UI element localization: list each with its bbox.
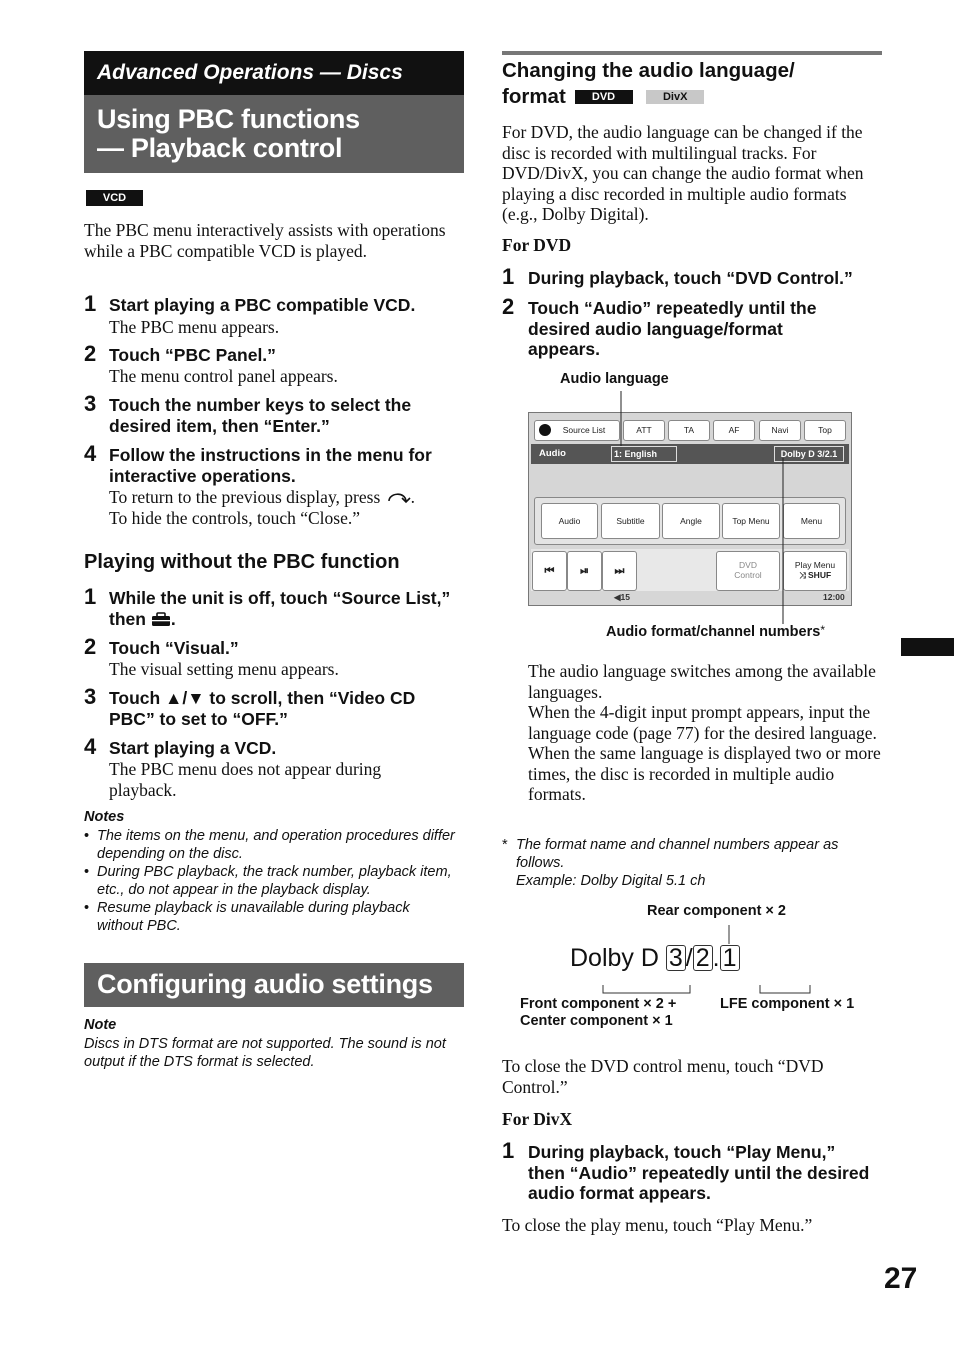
page-title-line1: Using PBC functions: [97, 104, 360, 134]
menu-button[interactable]: Menu: [783, 503, 840, 539]
step-body-dot: .: [410, 487, 416, 507]
rear-component-label: Rear component × 2: [647, 903, 786, 919]
disc-icon: [539, 424, 551, 436]
after-text-para: When the same language is displayed two or more times, the disc is recorded in multiple audio formats.: [528, 743, 881, 804]
step-title: Start playing a VCD.: [109, 738, 277, 758]
clock-readout: 12:00: [823, 592, 845, 602]
footnote-line: The format name and channel numbers appear as follows.: [516, 837, 839, 871]
note-item: • During PBC playback, the track number, playback item, etc., do not appear in the playback display.: [84, 864, 452, 898]
front-digit: 3: [666, 945, 686, 971]
step-title-dot: .: [170, 608, 176, 629]
back-icon: [385, 490, 411, 504]
subheading: Playing without the PBC function: [84, 551, 400, 573]
step-title: Start playing a PBC compatible VCD.: [109, 295, 416, 315]
lfe-digit: 1: [720, 945, 740, 971]
section-header-bar: [84, 51, 464, 95]
step-number: 2: [502, 294, 515, 319]
step-title: Touch ▲/▼ to scroll, then “Video CD PBC” to set to “OFF.”: [109, 688, 416, 729]
angle-button[interactable]: Angle: [662, 503, 720, 539]
audio-settings-bar: [84, 963, 464, 1007]
play-menu-line2: ⤨ SHUF: [798, 570, 832, 580]
audio-button[interactable]: Audio: [541, 503, 598, 539]
toolbox-icon: [151, 612, 171, 627]
intro-text: The PBC menu interactively assists with operations while a PBC compatible VCD is played.: [84, 220, 446, 261]
asterisk-mark: *: [820, 623, 825, 637]
step-body: [109, 487, 464, 528]
top-menu-button[interactable]: Top Menu: [722, 503, 780, 539]
language-value: 1: English: [611, 446, 677, 462]
dvd-control-line2: Control: [734, 570, 762, 580]
divx-badge: DivX: [646, 90, 704, 104]
play-menu-line1: Play Menu: [794, 560, 836, 570]
step-number: 1: [84, 584, 97, 609]
step-number: 1: [502, 264, 515, 289]
vcd-badge: VCD: [86, 190, 143, 206]
step-number: 4: [84, 441, 97, 466]
right-title-line2: [502, 85, 704, 109]
step-body-text: To return to the previous display, press: [109, 487, 381, 507]
step-number: 1: [502, 1138, 515, 1163]
prev-icon: ⏮: [544, 565, 555, 577]
note-item: • Resume playback is unavailable during playback without PBC.: [84, 900, 410, 934]
step-body: The PBC menu does not appear during playback.: [109, 759, 382, 800]
audio-settings-title: Configuring audio settings: [97, 969, 433, 999]
volume-icon: ◀: [614, 592, 621, 602]
navi-button[interactable]: Navi: [759, 420, 801, 441]
for-divx-heading: For DivX: [502, 1109, 573, 1129]
step-title: During playback, touch “Play Menu,” then “Audio” repeatedly until the desired audio format appears.: [528, 1142, 870, 1203]
footnote-line: Example: Dolby Digital 5.1 ch: [516, 873, 706, 889]
play-pause-icon: ⏯: [580, 565, 589, 577]
step-title-text: While the unit is off, touch “Source List,” then: [109, 588, 451, 629]
after-text-para: The audio language switches among the available languages.: [528, 661, 876, 702]
close-dvd-text: To close the DVD control menu, touch “DVD Control.”: [502, 1056, 824, 1097]
step-title: During playback, touch “DVD Control.”: [528, 268, 853, 288]
right-title-text: format: [502, 85, 566, 108]
next-button[interactable]: [602, 551, 637, 591]
for-dvd-heading: For DVD: [502, 235, 572, 255]
dolby-readout: [570, 944, 740, 973]
dolby-dot: .: [712, 944, 720, 972]
step-title: [109, 588, 464, 629]
note-item: • The items on the menu, and operation procedures differ depending on the disc.: [84, 828, 455, 862]
dvd-control-button[interactable]: [716, 551, 780, 591]
note-heading: Note: [84, 1017, 117, 1033]
step-number: 4: [84, 734, 97, 759]
dvd-badge: DVD: [575, 90, 633, 104]
audio-format-label: [606, 623, 825, 640]
front-component-line2: Center component × 1: [520, 1013, 673, 1029]
af-button[interactable]: AF: [713, 420, 755, 441]
step-number: 3: [84, 684, 97, 709]
close-play-text: To close the play menu, touch “Play Menu.”: [502, 1215, 813, 1235]
att-button[interactable]: ATT: [623, 420, 665, 441]
step-number: 1: [84, 291, 97, 316]
source-list-button[interactable]: [534, 420, 620, 441]
page-number: 27: [884, 1262, 918, 1295]
step-number: 2: [84, 634, 97, 659]
source-list-label: Source List: [562, 425, 606, 435]
right-title-line1: Changing the audio language/: [502, 59, 795, 82]
right-top-rule: [502, 51, 882, 55]
dvd-control-screen: [528, 412, 852, 606]
notes-list: [84, 827, 459, 935]
after-text: [528, 661, 883, 805]
after-text-para: When the 4-digit input prompt appears, input the language code (page 77) for the desired language.: [528, 702, 877, 743]
page-title-line2: — Playback control: [97, 133, 343, 163]
dolby-slash: /: [685, 944, 693, 972]
rear-digit: 2: [693, 945, 713, 971]
section-header-text: Advanced Operations — Discs: [97, 61, 403, 84]
step-number: 3: [84, 391, 97, 416]
front-component-label: [520, 996, 676, 1030]
notes-heading: Notes: [84, 809, 125, 825]
top-button[interactable]: Top: [804, 420, 846, 441]
audio-format-label-text: Audio format/channel numbers: [606, 624, 821, 640]
ta-button[interactable]: TA: [668, 420, 710, 441]
step-title: Touch “Visual.”: [109, 638, 239, 658]
page-title-block: [84, 95, 464, 173]
lfe-component-label: LFE component × 1: [720, 996, 855, 1012]
step-body: The menu control panel appears.: [109, 366, 338, 386]
play-pause-button[interactable]: [567, 551, 602, 591]
step-title: Touch “Audio” repeatedly until the desired audio language/format appears.: [528, 298, 817, 359]
subtitle-button[interactable]: Subtitle: [601, 503, 660, 539]
shuffle-icon: ⤨: [798, 570, 806, 580]
footnote-mark: *: [502, 837, 508, 853]
side-tab: [901, 638, 954, 656]
step-body: The PBC menu appears.: [109, 317, 280, 337]
step-body: The visual setting menu appears.: [109, 659, 339, 679]
format-value: Dolby D 3/2.1: [774, 446, 844, 462]
audio-info-label: Audio: [539, 448, 566, 459]
step-number: 2: [84, 341, 97, 366]
play-menu-button[interactable]: [783, 551, 847, 591]
step-title: Touch the number keys to select the desired item, then “Enter.”: [109, 395, 412, 436]
audio-language-label: Audio language: [560, 371, 669, 387]
front-component-line1: Front component × 2 +: [520, 996, 677, 1012]
volume-readout: ◀15: [614, 592, 631, 602]
right-intro: For DVD, the audio language can be changed if the disc is recorded with multilingual tracks. For DVD/DivX, you can change the audio format when playing a disc recorded in multiple audio formats (e.g., Dolby Digital).: [502, 122, 864, 224]
prev-button[interactable]: [532, 551, 567, 591]
next-icon: ⏭: [614, 565, 625, 577]
note-text: Discs in DTS format are not supported. The sound is not output if the DTS format is selected.: [84, 1036, 446, 1070]
step-body-text: To hide the controls, touch “Close.”: [109, 507, 361, 528]
step-title: Touch “PBC Panel.”: [109, 345, 276, 365]
step-title: Follow the instructions in the menu for interactive operations.: [109, 445, 432, 486]
dvd-control-line1: DVD: [739, 560, 757, 570]
dolby-prefix: Dolby D: [570, 944, 659, 972]
footnote: [502, 836, 882, 890]
